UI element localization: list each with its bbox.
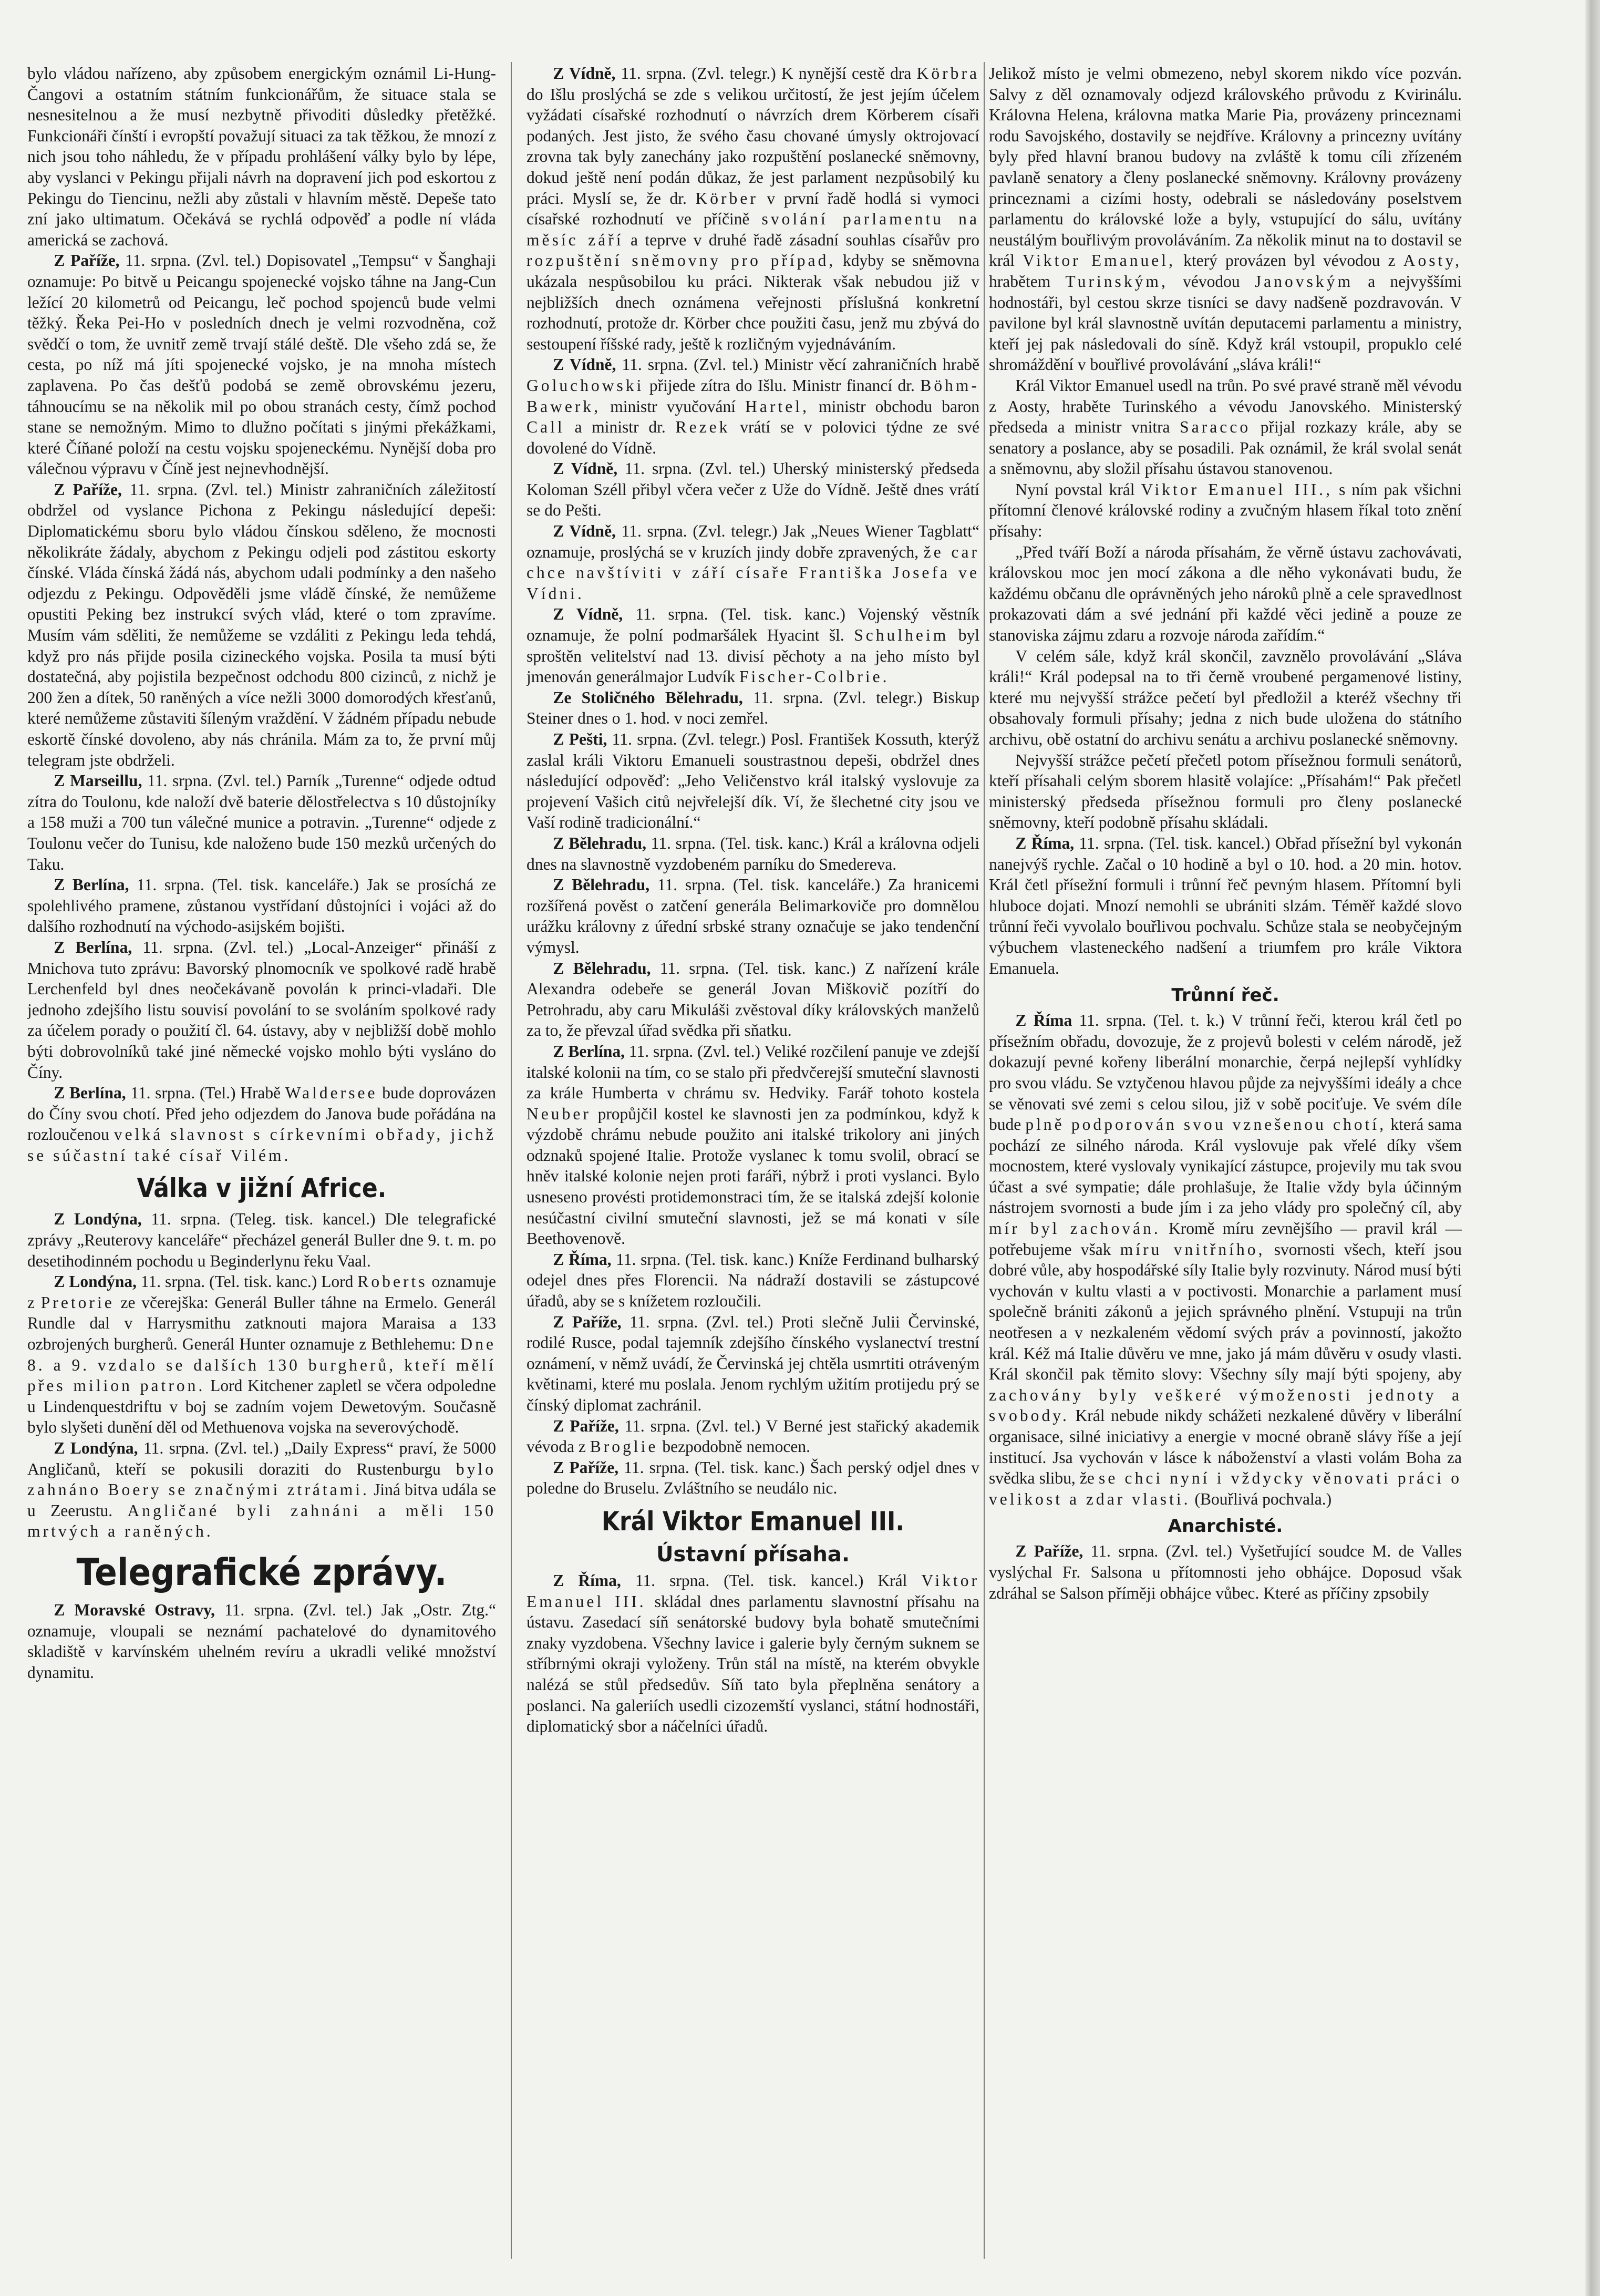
dateline: Z Paříže, [553,1312,622,1331]
subheading: Trůnní řeč. [1171,985,1279,1006]
dateline: Z Londýna, [54,1439,138,1457]
paragraph: Jelikož místo je velmi obmezeno, nebyl skorem nikdo více pozván. Salvy z děl oznamovaly odjezd královského průvodu z Kvirinálu. Královna Helena, královna matka Marie Pia, provázeny princeznami rodu Savojského, dostavily se nejdříve. Královny a princezny uvítány byly před hlavní branou budovy na zvláště k tomu cíli zřízeném pavlaně senatory a členy poslanecké sněmovny. Královny provázeny princeznami a cizími hosty, odebrali se následovány poselstvem parlamentu do královské lože a byly, vstupující do sálu, uvítány neustálým bouřlivým provoláváním. Za několik minut na to dostavil se král Viktor Emanuel, který provázen byl vévodou z Aosty, hrabětem Turinským, vévodou Janovským a nejvyššími hodnostáři, byl cestou skrze tisníci se davy nadšeně pozdravován. V pavilone byl král slavnostně uvítán deputacemi parlamentu a ministry, kteří jej pak následovali do síně. Když král vstoupil, propuklo celé shromáždění v bouřlivé provolávání „sláva králi!“ [989,64,1462,374]
dateline: Z Vídně, [553,522,616,541]
news-item: Z Berlína, 11. srpna. (Tel.) Hrabě Waldersee bude doprovázen do Číny svou chotí. Před jeho odjezdem do Janova bude pořádána na rozloučenou velká slavnost s církevními obřady, jichž se súčastní také císař Vilém. [27,1084,496,1165]
dateline: Z Říma [1015,1011,1072,1030]
dateline: Z Vídně, [553,64,616,83]
dateline: Z Říma, [553,1250,612,1269]
paragraph: Nyní povstal král Viktor Emanuel III., s ním pak všichni přítomní členové královské rodiny a zvučným hlasem říkal toto znění přísahy: [989,480,1462,541]
dateline: Z Berlína, [553,1042,625,1061]
news-item: Z Berlína, 11. srpna. (Tel. tisk. kanceláře.) Jak se prosíchá ze spolehlivého pramene, zůstanou vystřídaní důstojníci i vojáci až do dalšího rozhodnutí na východo-asijském bojišti. [27,876,496,936]
news-item: Z Říma, 11. srpna. (Tel. tisk. kanc.) Kníže Ferdinand bulharský odejel dnes přes Florencii. Na nádraží dostavili se zástupcové úřadů, aby se s knížetem rozloučili. [527,1250,979,1311]
scan-edge [1585,0,1600,2296]
news-item: Z Paříže, 11. srpna. (Zvl. tel.) Dopisovatel „Tempsu“ v Šanghaji oznamuje: Po bitvě u Peicangu spojenecké vojsko táhne na Jang-Cun ležící 20 kilometrů od Peicangu, leč pochod spojenců bude velmi těžký. Řeka Pei-Ho v posledních dnech je velmi rozvodněna, což svědčí o tom, že uvnitř země trvají stálé deště. Dle všeho zdá se, že cesta, po níž má jíti spojenecké vojsko, je na mnoha místech zaplavena. Po čas dešťů podobá se země obrovskému jezeru, táhnoucímu se na několik mil po obou stranách cesty, čímž pochod stane se nemožným. Mimo to dlužno počítati s jinými překážkami, které Číňané položí na cestu vojsku spojeneckému. Nynější doba pro válečnou výpravu v Číně jest nejnevhodnější. [27,251,496,478]
oath-text: „Před tváří Boží a národa přísahám, že věrně ústavu zachovávati, královskou moc jen mocí zákona a dle něho vykonávati budu, že každému občanu dle oprávněných jeho nároků plně a cele spravedlnost prokazovati dám a své jednání při každé věci jedině a pouze ze stanoviska zájmu zdaru a rozvoje národa zařídím.“ [989,542,1462,645]
paragraph: Král Viktor Emanuel usedl na trůn. Po své pravé straně měl vévodu z Aosty, hraběte Turinského a vévodu Janovského. Ministerský předseda a ministr vnitra Saracco přijal rozkazy krále, aby se senatory a poslance, aby se posadili. Pak oznámil, že král svolal senát a sněmovnu, aby složil přísahu ústavou stanovenou. [989,376,1462,478]
dateline: Z Marseillu, [54,771,142,790]
news-item: Z Bělehradu, 11. srpna. (Tel. tisk. kanc.) Král a královna odjeli dnes na slavnostně vyzdobeném parníku do Smederevа. [527,833,979,873]
paragraph: Nejvyšší strážce pečetí přečetl potom přísežnou formuli senátorů, kteří přísahali celým sborem hlasitě volajíce: „Přísahám!“ Pak přečetl ministerský předseda přísežnou formuli pro členy poslanecké sněmovny, kteří podobně přísahu skládali. [989,750,1462,832]
news-item: Ze Stoličného Bělehradu, 11. srpna. (Zvl. telegr.) Biskup Steiner dnes o 1. hod. v noci zemřel. [527,688,979,728]
dateline: Z Paříže, [1015,1542,1083,1561]
subheading: Ústavní přísaha. [656,1542,850,1567]
dateline: Z Paříže, [553,1416,619,1435]
dateline: Z Paříže, [553,1458,619,1477]
dateline: Z Bělehradu, [553,833,647,852]
column-2 [527,63,979,2260]
dateline: Z Moravské Ostravy, [54,1600,215,1619]
news-item: Z Pešti, 11. srpna. (Zvl. telegr.) Posl. František Kossuth, kterýž zaslal králi Viktoru Emanueli soustrastnou depeši, obdržel dnes následující odpověď: „Jeho Veličenstvo král italský vyslovuje za projevení Vašich citů nejvřelejší dík. Ví, že šlechetné city jsou ve Vaší rodině tradicionální.“ [527,730,979,832]
news-item: Z Vídně, 11. srpna. (Tel. tisk. kanc.) Vojenský věstník oznamuje, že polní podmaršálek Hyacint šl. Schulheim byl sproštěn velitelství nad 13. divisí pěchoty a na jeho místo byl jmenován generálmajor Ludvík Fischer-Colbrie. [527,605,979,686]
news-item: Z Londýna, 11. srpna. (Zvl. tel.) „Daily Express“ praví, že 5000 Angličanů, kteří se pokusili doraziti do Rustenburgu bylo zahnáno Boery se značnými ztrátami. Jiná bitva udála se u Zeerustu. Angličané byli zahnáni a měli 150 mrtvých a raněných. [27,1439,496,1541]
paragraph: bylo vládou nařízeno, aby způsobem energickým oznámil Li-Hung-Čangovi a ostatním státním funkcionářům, že situace stala se nesnesitelnou a že musí nezbytně přivoditi důsledky přetěžké. Funkcionáři čínští i evropští považují situaci za tak těžkou, že mnozí z nich jsou toho náhledu, že v případu prohlášení války bylo by lépe, aby vyslanci v Pekingu přijali návrh na dopravení jich pod eskortou z Pekingu do Tiencinu, nežli aby zůstali v hlavním městě. Depeše tato zní jako ultimatum. Očekává se rychlá odpověď a podle ní vláda americká se zachová. [27,64,496,249]
dateline: Z Berlína, [54,876,129,894]
dateline: Z Vídně, [553,459,618,478]
news-item: Z Bělehradu, 11. srpna. (Tel. tisk. kanc.) Z nařízení krále Alexandra odebeře se generál Jovan Miškovič pozítří do Petrohradu, aby caru Mikuláši zvěstoval díky královských manželů za to, že převzal úřad svědka při sňatku. [527,959,979,1040]
news-item: Z Říma, 11. srpna. (Tel. tisk. kancel.) Obřad přísežní byl vykonán nanejvýš rychle. Začal o 10 hodině a byl o 10. hod. a 20 min. hotov. Král četl přísežní formuli i trůnní řeč pevným hlasem. Přítomní byli hluboce dojati. Mnozí nemohli se ubrániti slzám. Téměř každé slovo trůnní řeči vyvolalo bouřlivou pochvalu. Schůze stala se neobyčejným výbuchem vlasteneckého nadšení a triumfem pro krále Viktora Emanuela. [989,833,1462,977]
subheading: Anarchisté. [1168,1516,1283,1537]
section-heading: Král Viktor Emanuel III. [601,1506,905,1537]
dateline: Z Londýna, [54,1272,137,1291]
news-item: Z Moravské Ostravy, 11. srpna. (Zvl. tel.) Jak „Ostr. Ztg.“ oznamuje, vloupali se neznámí pachatelové do dynamitového skladiště v karvínském uhelném revíru a ukradli veliké množství dynamitu. [27,1600,496,1682]
dateline: Z Říma, [553,1571,621,1590]
news-item: Z Vídně, 11. srpna. (Zvl. tel.) Ministr věcí zahraničních hrabě Goluchowski přijede zítra do Išlu. Ministr financí dr. Böhm-Bawerk, ministr vyučování Hartel, ministr obchodu baron Call a ministr dr. Rezek vrátí se v polovici týdne ze své dovolené do Vídně. [527,355,979,457]
section-heading: Válka v jižní Africe. [137,1173,387,1204]
dateline: Z Berlína, [54,938,132,956]
dateline: Z Paříže, [54,480,122,499]
news-item: Z Londýna, 11. srpna. (Tel. tisk. kanc.) Lord Roberts oznamuje z Pretorie ze včerejška: Generál Buller táhne na Ermelo. Generál Rundle dal v Harrysmithu zatknouti majora Maraisa a 133 ozbrojených burgherů. Generál Hunter oznamuje z Bethlehemu: Dne 8. a 9. vzdalo se dalších 130 burgherů, kteří mělí přes milion patron. Lord Kitchener zapletl se včera odpoledne u Lindenquestdriftu v boj se zadním vojem Dewetovým. Současně bylo slyšeti dunění děl od Methuenova vojska na severovýchodě. [27,1272,496,1437]
news-item: Z Berlína, 11. srpna. (Zvl. tel.) „Local-Anzeiger“ přináší z Mnichova tuto zprávu: Bavorský plnomocník ve spolkové radě hrabě Lerchenfeld byl dnes neočekávaně povolán k princi-vladaři. Dle jednoho zdejšího listu souvisí povolání to se svoláním spolkové rady za účelem porady o použití čl. 64. ústavy, aby v nejbližší době mohlo býti dobrovolníků také jiné německé vojsko mohlo býti vysláno do Číny. [27,938,496,1082]
news-item: Z Vídně, 11. srpna. (Zvl. telegr.) K nynější cestě dra Körbra do Išlu proslýchá se zde s velikou určitostí, že jest jejím účelem vyžádati císařské rozhodnutí o návrzích drem Körberem císaři podaných. Jest jisto, že svého času chované úmysly oktrojovací zrovna tak byly zanechány jako rozpuštění poslanecké sněmovny, dokud ještě není podán důkaz, že jest parlament nezpůsobilý ku práci. Myslí se, že dr. Körber v první řadě hodlá si vymoci císařské rozhodnutí ve příčině svolání parlamentu na měsíc září a teprve v druhé řadě zásadní souhlas císařův pro rozpuštění sněmovny pro případ, kdyby se sněmovna ukázala nespůsobilou ku práci. Nikterak však nebudou již v nejbližších dnech oznámena veřejnosti příslušná konkretní rozhodnutí, protože dr. Körber chce použiti času, jenž mu zbývá do sestoupení říšské rady, ještě k rozličným vyjednáváním. [527,64,979,353]
news-item: Z Říma 11. srpna. (Tel. t. k.) V trůnní řeči, kterou král četl po přísežním obřadu, dovozuje, že z projevů bolesti v celém národě, jež dokazují pevné kořeny liberální monarchie, čerpá nejlepší vyhlídky pro svou vládu. Se vztyčenou hlavou půjde za nejvyššími ideály a chce se věnovati své zemi s celou silou, již v sobě pociťuje. Ve svém díle bude plně podporován svou vznešenou chotí, která sama pochází ze silného národa. Král vyslovuje pak vřelé díky všem mocnostem, které vyslovaly vynikající zástupce, projevily mu tak svou účast a své sympatie; dále prohlašuje, že Italie vždy byla účinným nástrojem svornosti a bude jím i za jeho vlády pro společný cíl, aby mír byl zachován. Kromě míru zevnějšího — pravil král — potřebujeme však míru vnitřního, svornosti všech, kteří jsou dobré vůle, aby hospodářské síly Italie byly rozvinuty. Národ musí býti vychován v kultu vlasti a v poctivosti. Monarchie a parlament musí společně brániti zákonů a jejich správného plnění. Vstupuji na trůn neotřesen a v nezkaleném vědomí svých práv a povinností, jakožto král. Kéž má Italie důvěru ve mne, jako já mám důvěru v osudy vlasti. Král skončil pak těmito slovy: Všechny síly mají býti spojeny, aby zachovány byly veškeré výmoženosti jednoty a svobody. Král nebude nikdy schážeti nezkalené důvěry v liberální organisace, silné iniciativy a energie v mocné obraně slávy říše a její institucí. Jsa vychován v lásce k náboženství a vlasti volám Boha za svědka slibu, že se chci nyní i vždycky věnovati práci o velikost a zdar vlasti. (Bouřlivá pochvala.) [989,1011,1462,1508]
dateline: Z Vídně, [553,605,623,624]
dateline: Z Bělehradu, [553,959,651,977]
news-item: Z Berlína, 11. srpna. (Zvl. tel.) Veliké rozčilení panuje ve zdejší italské kolonii na tím, co se stalo při předvčerejší smuteční slavnosti za krále Humberta v chrámu sv. Hedviky. Farář tohoto kostela Neuber propůjčil kostel ke slavnosti jen za podmínkou, když k výzdobě chrámu nebude použito ani italské trikolory ani jiných odznaků spojené Italie. Protože vyslanec k tomu svolil, obrací se hněv italské kolonie nejen proti faráři, nýbrž i proti vyslanci. Bylo usneseno provésti protidemonstraci tím, že se italská zdejší kolonie nesúčastní civilní smuteční slavnosti, jež se má konati v síle Beethovenově. [527,1042,979,1248]
dateline: Z Londýna, [54,1210,142,1229]
news-item: Z Bělehradu, 11. srpna. (Tel. tisk. kanceláře.) Za hranicemi rozšířená pověst o zatčení generála Belimarkoviče pro domnělou urážku královny z úřední srbské strany označuje se jako tendenční výmysl. [527,876,979,956]
news-item: Z Paříže, 11. srpna. (Zvl. tel.) Proti slečně Julii Červinské, rodilé Rusce, podal tajemník zdejšího čínského vyslanectví trestní oznámení, v němž uvádí, že Červinská jej chtěla usmrtiti otráveným květinami, které mu poslala. Jenom rychlým užitím protijedu prý se čínský diplomat zachránil. [527,1312,979,1414]
news-item: Z Paříže, 11. srpna. (Tel. tisk. kanc.) Šach perský odjel dnes v poledne do Bruselu. Zvláštního se neudálo nic. [527,1458,979,1498]
column-3 [989,63,1462,2260]
column-1 [27,63,496,2260]
news-item: Z Marseillu, 11. srpna. (Zvl. tel.) Parník „Turenne“ odjede odtud zítra do Toulonu, kde naloží dvě baterie dělostřelectva s 10 důstojníky a 158 muži a 700 tun válečné munice a potravin. „Turenne“ odjede z Toulonu večer do Tunisu, kde naloženo bude 150 mezků určených do Taku. [27,771,496,873]
column-rule [984,62,985,2259]
news-item: Z Londýna, 11. srpna. (Teleg. tisk. kancel.) Dle telegrafické zprávy „Reuterovy kanceláře“ přecházel generál Buller dne 9. t. m. po desetihodinném pochodu u Beginderlynu řeku Vaal. [27,1210,496,1270]
paragraph: V celém sále, když král skončil, zavznělo provolávání „Sláva králi!“ Král podepsal na to tři černě vroubené pergamenové listiny, které mu nejvyšší strážce pečetí byl předložil a kteréž všechny tři obsahovaly formuli přísahy; jedna z nich bude uložena do státního archivu, obě ostatní do archivu senátu a archivu poslanecké sněmovny. [989,646,1462,748]
dateline: Z Pešti, [553,730,607,748]
news-item: Z Vídně, 11. srpna. (Zvl. telegr.) Jak „Neues Wiener Tagblatt“ oznamuje, proslýchá se v kruzích jindy dobře zpravených, že car chce navštíviti v září císaře Františka Josefa ve Vídni. [527,522,979,603]
section-heading: Telegrafické zprávy. [76,1550,447,1594]
dateline: Z Vídně, [553,355,616,374]
dateline: Z Berlína, [54,1084,126,1103]
news-item: Z Vídně, 11. srpna. (Zvl. tel.) Uherský ministerský předseda Koloman Széll přibyl včera večer z Uže do Vídně. Ještě dnes vrátí se do Pešti. [527,459,979,520]
news-item: Z Paříže, 11. srpna. (Zvl. tel.) Ministr zahraničních záležitostí obdržel od vyslance Pichona z Pekingu následující depeši: Diplomatickému sboru bylo vládou čínskou sděleno, že mocnosti několikráte žádaly, abychom z Pekingu odjeli pod zástitou eskorty čínské. Vláda čínská žádá nás, abychom udali podmínky a den našeho odjezdu z Pekingu. Odpověděli jsme vládě čínské, že nemůžeme opustiti Peking bez instrukcí svých vlád, které o tom zpravíme. Musím vám sděliti, že nemůžeme se vzdáliti z Pekingu leda tehdá, když pro nás přijde posila cizineckého vojska. Posila ta musí býti dostatečná, aby pojistila bezpečnost odchodu 800 cizinců, z nichž je 200 žen a dítek, 50 raněných a více nežli 3000 domorodých křesťanů, které nemůžeme zůstaviti šíleným vraždění. V žádném případu nebude eskortě čínské dovoleno, aby nás chránila. Mám za to, že první můj telegram jste obdrželi. [27,480,496,769]
news-item: Z Paříže, 11. srpna. (Zvl. tel.) Vyšetřující soudce M. de Valles vyslýchal Fr. Salsona u přítomnosti jeho obhájce. Doposud však zdráhal se Salson příměji obhájce vůbec. Které as příčiny zpsobily [989,1542,1462,1602]
news-item: Z Paříže, 11. srpna. (Zvl. tel.) V Berné jest stařický akademik vévoda z Broglie bezpodobně nemocen. [527,1416,979,1456]
dateline: Z Říma, [1015,833,1075,852]
column-rule [511,62,512,2259]
news-item: Z Říma, 11. srpna. (Tel. tisk. kancel.) Král Viktor Emanuel III. skládal dnes parlamentu slavnostní přísahu na ústavu. Zasedací síň senátorské budovy byla bohatě smutečními znaky vyzdobena. Všechny lavice i galerie byly černým suknem se stříbrnými okraji vyloženy. Trůn stál na místě, na kterém obvykle nalézá se stůl předsedův. Síň tato byla přeplněna senátory a poslanci. Na galeriích usedli cizozemští vyslanci, státní hodnostáři, diplomatický sbor a náčelníci úřadů. [527,1571,979,1736]
dateline: Z Paříže, [54,251,120,270]
dateline: Z Bělehradu, [553,876,650,894]
dateline: Ze Stoličného Bělehradu, [553,688,743,707]
